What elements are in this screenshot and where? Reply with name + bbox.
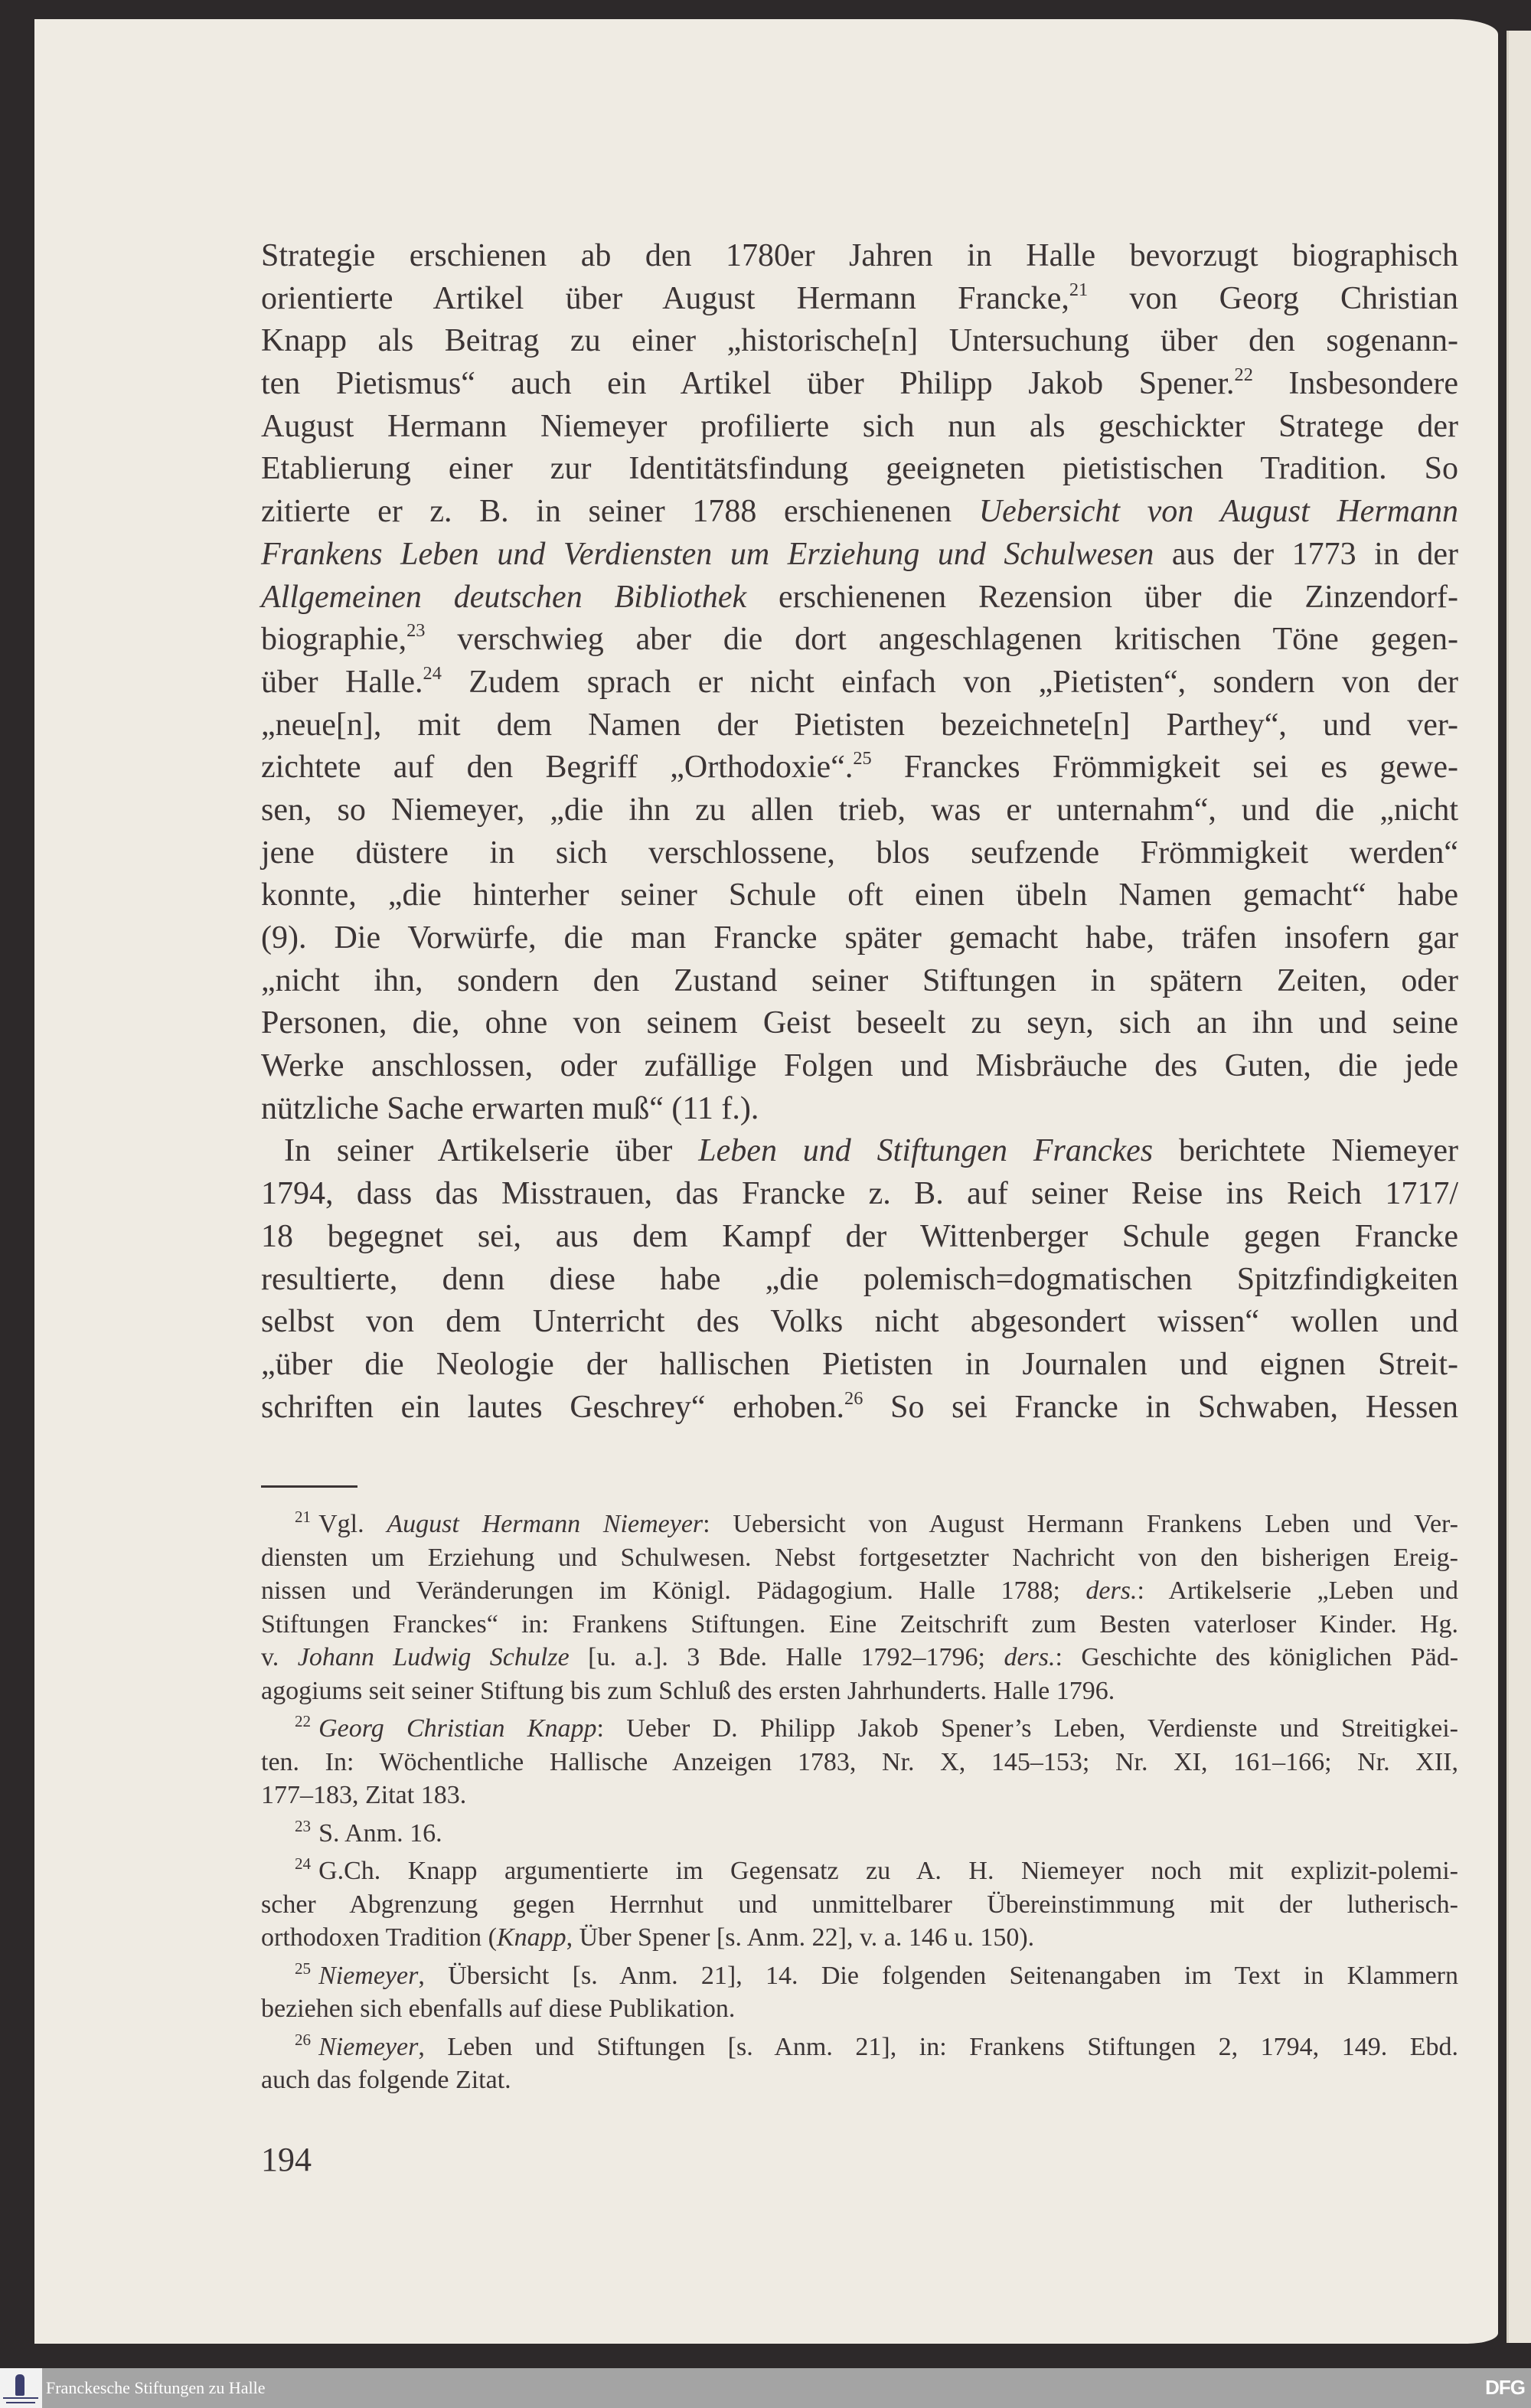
italic-text: ders.: [1085, 1576, 1138, 1605]
text-line: [261, 2031, 1458, 2064]
text-run: jene düstere in sich verschlossene, blos seufzende Frömmigkeit werden“: [261, 835, 1458, 871]
italic-text: Leben und Stiftungen Franckes: [698, 1133, 1154, 1169]
text-line: [261, 960, 1458, 1003]
text-run: resultierte, denn diese habe „die polemisch=dogmatischen Spitzfindigkeiten: [261, 1261, 1458, 1297]
text-run: , Übersicht [s. Anm. 21], 14. Die folgenden Seitenangaben im Text in Klammern: [418, 1961, 1458, 1990]
text-line: [261, 1130, 1458, 1173]
text-run: Insbesondere: [1252, 366, 1458, 402]
text-line: [261, 1992, 1458, 2026]
italic-text: Niemeyer: [318, 2032, 419, 2061]
text-run: In seiner Artikelserie über: [284, 1133, 699, 1169]
footnote-separator-rule: [261, 1485, 357, 1488]
text-line: [261, 832, 1458, 875]
institution-name: Franckesche Stiftungen zu Halle: [46, 2378, 266, 2397]
text-run: berichtete Niemeyer: [1153, 1133, 1458, 1169]
italic-text: Knapp: [496, 1923, 566, 1952]
text-line: [261, 1959, 1458, 1993]
text-run: August Hermann Niemeyer profilierte sich nun als geschickter Stratege der: [261, 408, 1458, 444]
italic-text: Allgemeinen deutschen Bibliothek: [261, 579, 747, 615]
text-line: [261, 1541, 1458, 1575]
text-line: [261, 789, 1458, 832]
text-line: [261, 448, 1458, 491]
text-run: Knapp als Beitrag zu einer „historische[n] Untersuchung über den sogenann-: [261, 323, 1458, 359]
text-line: [261, 1817, 1458, 1851]
italic-text: Uebersicht von August Hermann: [978, 494, 1459, 530]
text-run: Strategie erschienen ab den 1780er Jahren in Halle bevorzugt biographisch: [261, 238, 1458, 273]
footnote-22: [261, 1712, 1458, 1812]
text-run: verschwieg aber die dort angeschlagenen kritischen Töne gegen-: [425, 622, 1458, 658]
footnote-reference[interactable]: 21: [1069, 279, 1089, 300]
text-run: agogiums seit seiner Stiftung bis zum Schluß des ersten Jahrhunderts. Halle 1796.: [261, 1676, 1115, 1705]
text-run: sen, so Niemeyer, „die ihn zu allen trieb, was er unternahm“, und die „nicht: [261, 792, 1458, 828]
text-line: [261, 1921, 1458, 1955]
text-line: [261, 1508, 1458, 1541]
text-run: „über die Neologie der hallischen Pietisten in Journalen und eignen Streit-: [261, 1346, 1458, 1382]
text-run: scher Abgrenzung gegen Herrnhut und unmittelbarer Übereinstimmung mit der lutherisch-: [261, 1890, 1458, 1919]
text-run: Zudem sprach er nicht einfach von „Pietisten“, sondern von der: [441, 664, 1458, 700]
italic-text: Johann Ludwig Schulze: [297, 1643, 570, 1671]
page-number: 194: [261, 2141, 312, 2178]
footnote-number: 25: [295, 1959, 312, 1978]
text-run: So sei Francke in Schwaben, Hessen: [863, 1389, 1459, 1425]
italic-text: Georg Christian Knapp: [318, 1714, 597, 1743]
text-run: auch das folgende Zitat.: [261, 2066, 511, 2094]
text-run: aus der 1773 in der: [1154, 536, 1458, 572]
text-run: zichtete auf den Begriff „Orthodoxie“.: [261, 750, 854, 786]
text-run: 1794, dass das Misstrauen, das Francke z. B. auf seiner Reise ins Reich 1717/: [261, 1176, 1458, 1212]
footnote-number: 21: [295, 1508, 312, 1527]
text-run: diensten um Erziehung und Schulwesen. Nebst fortgesetzter Nachricht von den bisherigen Ereig-: [261, 1543, 1458, 1572]
text-line: [261, 1746, 1458, 1779]
text-run: , Leben und Stiftungen [s. Anm. 21], in: Frankens Stiftungen 2, 1794, 149. Ebd.: [418, 2032, 1458, 2061]
footnote-number: 24: [295, 1854, 312, 1874]
main-text: [261, 235, 1458, 1429]
footnote-24: [261, 1854, 1458, 1955]
text-line: [261, 662, 1458, 704]
text-run: [u. a.]. 3 Bde. Halle 1792–1796;: [569, 1643, 1004, 1671]
footnote-25: [261, 1959, 1458, 2026]
paragraph: [261, 235, 1458, 1130]
text-run: beziehen sich ebenfalls auf diese Publikation.: [261, 1995, 736, 2023]
text-line: [261, 874, 1458, 917]
text-run: G.Ch. Knapp argumentierte im Gegensatz zu A. H. Niemeyer noch mit explizit-polemi-: [318, 1857, 1458, 1885]
footnote-number: 22: [295, 1712, 312, 1731]
institution-logo-icon: [0, 2368, 42, 2408]
text-line: [261, 1387, 1458, 1429]
text-line: [261, 363, 1458, 406]
text-line: [261, 1854, 1458, 1888]
text-run: 177–183, Zitat 183.: [261, 1781, 467, 1809]
text-line: [261, 619, 1458, 662]
footnote-reference[interactable]: 25: [853, 748, 872, 769]
text-line: [261, 278, 1458, 321]
text-run: Werke anschlossen, oder zufällige Folgen und Misbräuche des Guten, die jede: [261, 1048, 1458, 1084]
text-run: „neue[n], mit dem Namen der Pietisten bezeichnete[n] Parthey“, und ver-: [261, 707, 1458, 743]
text-line: [261, 747, 1458, 789]
text-run: : Geschichte des königlichen Päd-: [1055, 1643, 1459, 1671]
text-line: [261, 577, 1458, 619]
text-line: [261, 1301, 1458, 1344]
text-line: [261, 235, 1458, 278]
text-line: [261, 534, 1458, 577]
paragraph: [261, 1130, 1458, 1429]
text-run: über Halle.: [261, 664, 423, 700]
text-run: selbst von dem Unterricht des Volks nicht abgesondert wissen“ wollen und: [261, 1304, 1458, 1340]
text-run: schriften ein lautes Geschrey“ erhoben.: [261, 1389, 845, 1425]
text-run: Vgl.: [318, 1510, 387, 1538]
text-run: ten. In: Wöchentliche Hallische Anzeigen 1783, Nr. X, 145–153; Nr. XI, 161–166; Nr. XII,: [261, 1747, 1458, 1776]
text-line: [261, 1641, 1458, 1674]
text-run: Stiftungen Franckes“ in: Frankens Stiftungen. Eine Zeitschrift zum Besten vaterloser Kinder. Hg.: [261, 1609, 1458, 1639]
footnote-reference[interactable]: 26: [844, 1387, 863, 1409]
adjacent-page-edge: [1507, 31, 1531, 2343]
text-line: [261, 1088, 1458, 1131]
footnote-21: [261, 1508, 1458, 1707]
italic-text: August Hermann Niemeyer: [387, 1510, 703, 1538]
text-run: von Georg Christian: [1088, 280, 1458, 316]
text-line: [261, 320, 1458, 363]
text-run: , Über Spener [s. Anm. 22], v. a. 146 u. 150).: [566, 1923, 1035, 1952]
text-run: erschienenen Rezension über die Zinzendorf-: [746, 579, 1458, 615]
text-run: „nicht ihn, sondern den Zustand seiner Stiftungen in spätern Zeiten, oder: [261, 962, 1458, 998]
text-run: nissen und Veränderungen im Königl. Pädagogium. Halle 1788;: [261, 1576, 1086, 1605]
book-page: [34, 19, 1498, 2344]
text-line: [261, 1344, 1458, 1387]
footnote-number: 26: [295, 2030, 312, 2049]
text-line: [261, 1216, 1458, 1259]
text-line: [261, 1608, 1458, 1642]
text-line: [261, 704, 1458, 747]
footnotes: [261, 1508, 1458, 2102]
text-line: [261, 1674, 1458, 1708]
text-run: (9). Die Vorwürfe, die man Francke später gemacht habe, träfen insofern gar: [261, 920, 1458, 956]
italic-text: Frankens Leben und Verdiensten um Erziehung und Schulwesen: [261, 536, 1154, 572]
italic-text: ders.: [1004, 1643, 1056, 1671]
text-run: : Artikelserie „Leben und: [1137, 1576, 1458, 1605]
text-run: 18 begegnet sei, aus dem Kampf der Wittenberger Schule gegen Francke: [261, 1218, 1458, 1254]
dfg-logo[interactable]: DFG: [1485, 2376, 1525, 2399]
text-run: biographie,: [261, 622, 407, 658]
text-line: [261, 1779, 1458, 1812]
text-run: : Ueber D. Philipp Jakob Spener’s Leben, Verdienste und Streitigkei-: [596, 1714, 1458, 1743]
text-line: [261, 1574, 1458, 1608]
viewer-footer-bar: [0, 2368, 1531, 2408]
text-run: Etablierung einer zur Identitätsfindung geeigneten pietistischen Tradition. So: [261, 451, 1458, 487]
text-line: [261, 491, 1458, 534]
italic-text: Niemeyer: [318, 1961, 419, 1990]
text-line: [261, 1259, 1458, 1302]
footnote-number: 23: [295, 1816, 312, 1835]
footnote-23: [261, 1817, 1458, 1851]
text-line: [261, 1173, 1458, 1216]
text-run: S. Anm. 16.: [318, 1818, 442, 1848]
footnote-reference[interactable]: 23: [406, 620, 426, 642]
text-run: Franckes Frömmigkeit sei es gewe-: [871, 750, 1459, 786]
footnote-reference[interactable]: 24: [423, 662, 442, 684]
text-run: orthodoxen Tradition (: [261, 1923, 497, 1952]
text-line: [261, 1888, 1458, 1922]
text-run: zitierte er z. B. in seiner 1788 erschienenen: [261, 494, 979, 530]
text-line: [261, 2063, 1458, 2097]
text-line: [261, 1045, 1458, 1088]
text-run: konnte, „die hinterher seiner Schule oft einen übeln Namen gemacht“ habe: [261, 877, 1458, 913]
text-line: [261, 1712, 1458, 1746]
footnote-26: [261, 2031, 1458, 2097]
text-run: Personen, die, ohne von seinem Geist beseelt zu seyn, sich an ihn und seine: [261, 1005, 1458, 1041]
text-line: [261, 1002, 1458, 1045]
text-run: v.: [261, 1643, 298, 1671]
footnote-reference[interactable]: 22: [1234, 364, 1253, 386]
text-run: nützliche Sache erwarten muß“ (11 f.).: [261, 1090, 759, 1126]
text-line: [261, 917, 1458, 960]
text-run: : Uebersicht von August Hermann Frankens Leben und Ver-: [703, 1510, 1458, 1538]
text-run: orientierte Artikel über August Hermann Francke,: [261, 280, 1069, 316]
text-line: [261, 406, 1458, 449]
text-run: ten Pietismus“ auch ein Artikel über Philipp Jakob Spener.: [261, 366, 1235, 402]
